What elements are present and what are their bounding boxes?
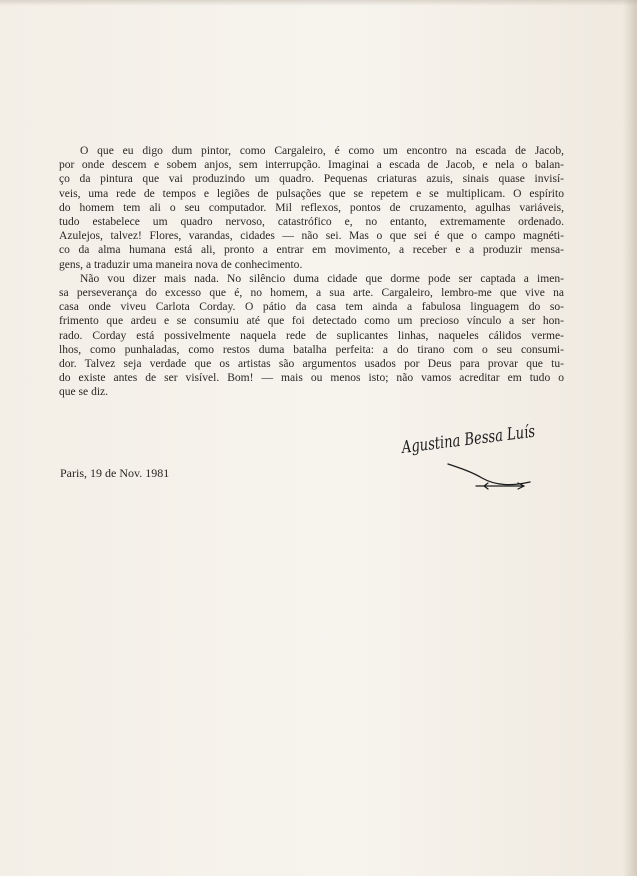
text-line: Não vou dizer mais nada. No silêncio duma cidade que dorme pode ser captada a imen- (80, 272, 564, 285)
date-line: Paris, 19 de Nov. 1981 (60, 466, 170, 480)
paragraph-1 (59, 144, 564, 272)
text-line: O que eu digo dum pintor, como Cargaleiro, é como um encontro na escada de Jacob, (80, 145, 564, 157)
paragraph-2 (59, 272, 564, 400)
text-line: que se diz. (59, 386, 109, 399)
text-line: Azulejos, talvez! Flores, varandas, cidades — não sei. Mas o que sei é que o campo magnéti- (59, 230, 564, 243)
text-line: lhos, como punhaladas, como restos duma batalha perfeita: a do tirano com o seu consumi- (59, 343, 564, 356)
signature (400, 416, 576, 500)
text-line: por onde descem e sobem anjos, sem interrupção. Imaginai a escada de Jacob, e nela o balan- (59, 159, 564, 172)
text-line: co da alma humana está ali, pronto a entrar em movimento, a receber e a produzir mensa- (59, 244, 564, 257)
top-shadow (0, 0, 637, 6)
text-line: veis, uma rede de tempos e legiões de pulsações que se repetem e se multiplicam. O espírito (59, 187, 564, 200)
text-line: ço da pintura que vai produzindo um quadro. Pequenas criaturas azuis, sinais quase invisí- (59, 173, 564, 186)
signature-flourish (448, 464, 530, 485)
signature-text: Agustina Bessa Luís (400, 416, 576, 458)
text-line: do homem tem ali o seu computador. Mil reflexos, pontos de cruzamento, agulhas variáveis, (59, 201, 564, 214)
text-line: gens, a traduzir uma maneira nova de conhecimento. (59, 258, 303, 271)
text-line: frimento que ardeu e se consumiu até que foi detectado como um precioso vínculo a ser hon- (59, 315, 564, 328)
text-line: do existe antes de ser visível. Bom! — mais ou menos isto; não vamos acreditar em tudo o (59, 372, 564, 385)
text-line: dor. Talvez seja verdade que os artistas são argumentos usados por Deus para provar que tu- (59, 358, 564, 371)
text-line: sa perseverança do excesso que é, no homem, a sua arte. Cargaleiro, lembro-me que vive na (59, 287, 564, 300)
text-line: rado. Corday está possivelmente naquela rede de suplicantes linhas, naqueles cálidos verme- (59, 329, 564, 342)
text-line: tudo estabelece um quadro nervoso, catastrófico e, no entanto, extremamente ordenado. (59, 216, 564, 229)
body-text (59, 144, 564, 400)
text-line: casa onde viveu Carlota Corday. O pátio da casa tem ainda a fabulosa linguagem do so- (59, 301, 564, 314)
page-edge-shadow (623, 0, 637, 876)
signature-drawing (400, 416, 576, 500)
